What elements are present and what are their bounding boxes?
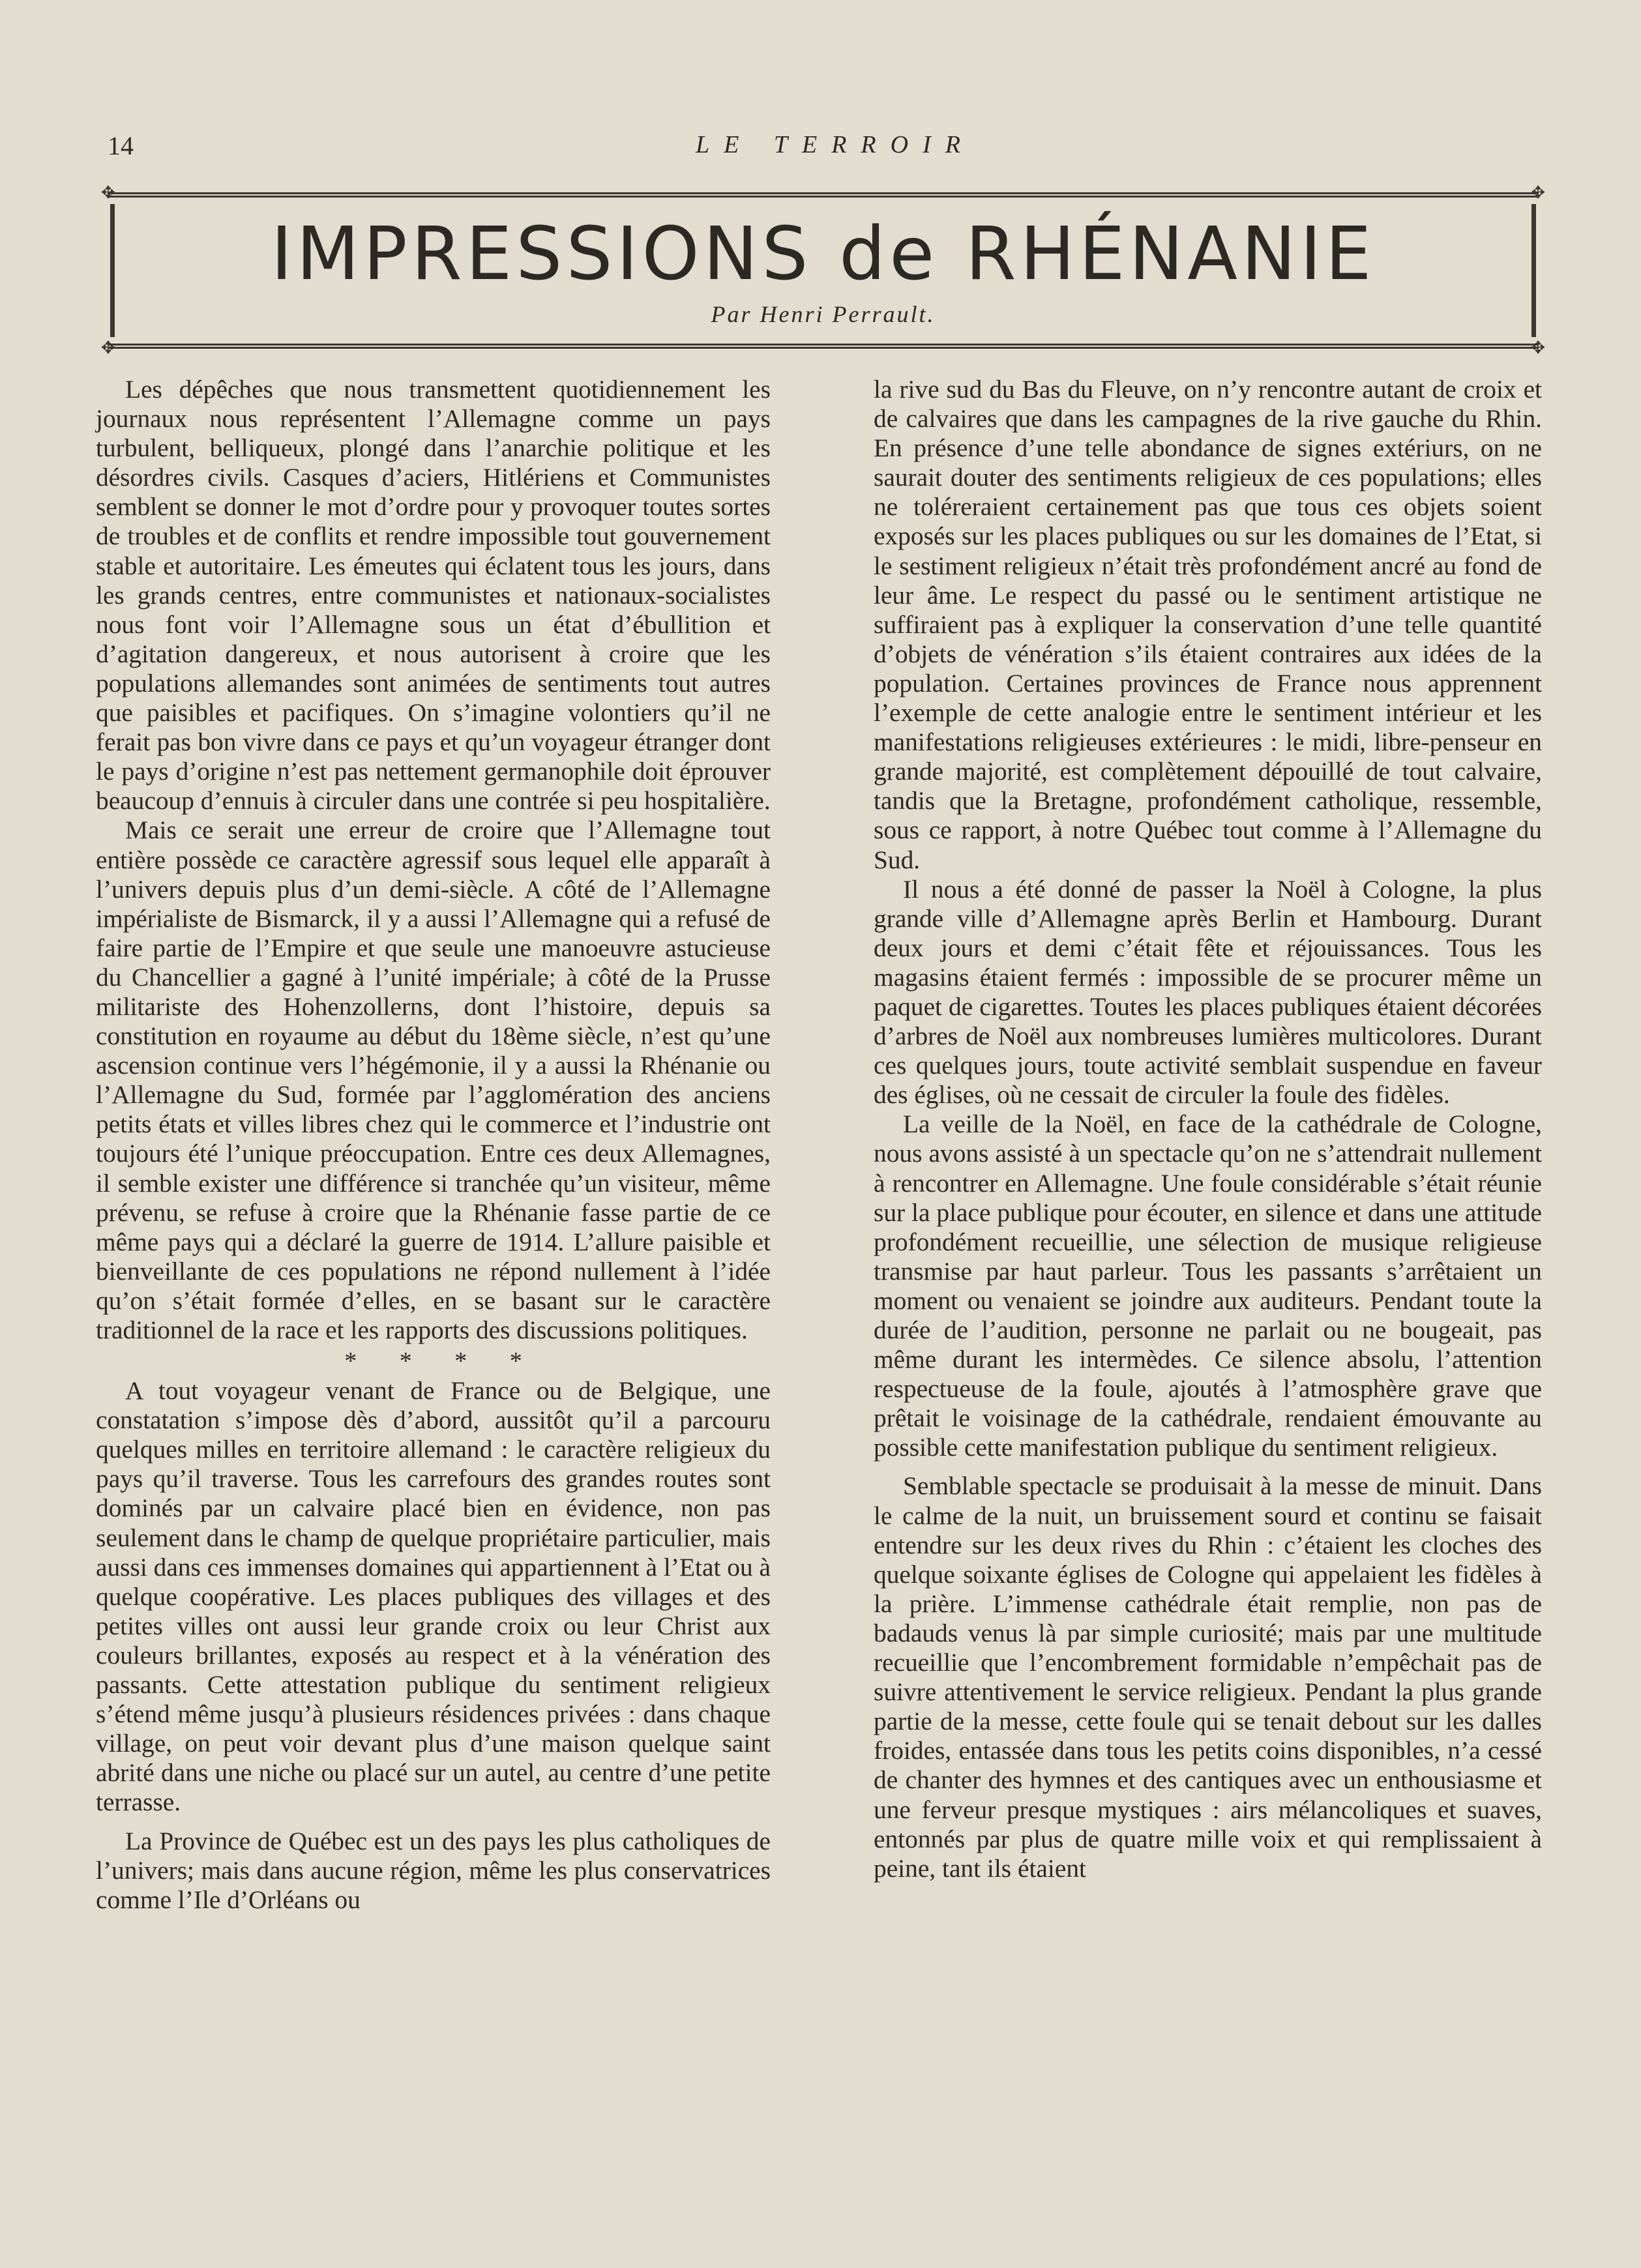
article-title: IMPRESSIONS de RHÉNANIE: [271, 212, 1376, 297]
title-frame: [101, 183, 1545, 357]
ornament-icon: ✥: [1531, 183, 1545, 202]
right-column: [874, 375, 1542, 1883]
paragraph: Les dépêches que nous transmettent quotidiennement les journaux nous représentent l’Allemagne comme un pays turbulent, belliqueux, plongé dans l’anarchie politique et les désordres civils. Casques d’aciers, Hitlériens et Communistes semblent se donner le mot d’ordre pour y provoquer toutes sortes de troubles et de conflits et rendre impossible tout gouvernement stable et autoritaire. Les émeutes qui éclatent tous les jours, dans les grands centres, entre communistes et nationaux-socialistes nous font voir l’Allemagne sous un état d’ébullition et d’agitation dangereux, et nous autorisent à croire que les populations allemandes sont animées de sentiments tout autres que paisibles et pacifiques. On s’imagine volontiers qu’il ne ferait pas bon vivre dans ce pays et qu’un voyageur étranger dont le pays d’origine n’est pas nettement germanophile doit éprouver beaucoup d’ennuis à circuler dans une contrée si peu hospitalière.: [96, 375, 771, 816]
page-number: 14: [108, 131, 134, 160]
page-header: [108, 130, 1548, 176]
paragraph: Il nous a été donné de passer la Noël à Cologne, la plus grande ville d’Allemagne après Berlin et Hambourg. Durant deux jours et demi c’était fête et réjouissances. Tous les magasins étaient fermés : impossible de se procurer même un paquet de cigarettes. Toutes les places publiques étaient décorées d’arbres de Noël aux nombreuses lumières multicolores. Durant ces quelques jours, toute activité semblait suspendue en faveur des églises, où ne cessait de circuler la foule des fidèles.: [874, 874, 1542, 1110]
article-byline: Par Henri Perrault.: [711, 301, 936, 327]
paragraph: la rive sud du Bas du Fleuve, on n’y rencontre autant de croix et de calvaires que dans les campagnes de la rive gauche du Rhin. En présence d’une telle abondance de signes extériurs, on ne saurait douter des sentiments religieux de ces populations; elles ne toléreraient certainement pas que tous ces objets soient exposés sur les places publiques ou sur les domaines de l’Etat, si le sestiment religieux n’était très profondément ancré au fond de leur âme. Le respect du passé ou le sentiment artistique ne suffiraient pas à expliquer la conservation d’une telle quantité d’objets de vénération s’ils étaient contraires aux idées de la population. Certaines provinces de France nous apprennent l’exemple de cette analogie entre le sentiment intérieur et les manifestations religieuses extérieures : le midi, libre-penseur en grande majorité, est complètement dépouillé de tout calvaire, tandis que la Bretagne, profondément catholique, ressemble, sous ce rapport, à notre Québec tout comme à l’Allemagne du Sud.: [874, 375, 1542, 874]
ornament-icon: ✥: [101, 183, 115, 202]
paragraph: Semblable spectacle se produisait à la messe de minuit. Dans le calme de la nuit, un bruissement sourd et continu se faisait entendre sur les deux rives du Rhin : c’étaient les cloches des quelque soixante églises de Cologne qui appelaient les fidèles à la prière. L’immense cathédrale était remplie, non pas de badauds venus là par simple curiosité; mais par une multitude recueillie que l’encombrement formidable n’empêchait pas de suivre attentivement le service religieux. Pendant la plus grande partie de la messe, cette foule qui se tenait debout sur les dalles froides, entassée dans tous les petits coins disponibles, n’a cessé de chanter des hymnes et des cantiques avec un enthousiasme et une ferveur presque mystiques : airs mélancoliques et suaves, entonnés par plus de quatre mille voix et qui remplissaient à peine, tant ils étaient: [874, 1471, 1542, 1883]
ornament-icon: ✥: [1531, 338, 1545, 357]
paragraph: A tout voyageur venant de France ou de Belgique, une constatation s’impose dès d’abord, aussitôt qu’il a parcouru quelques milles en territoire allemand : le caractère religieux du pays qu’il traverse. Tous les carrefours des grandes routes sont dominés par un calvaire placé bien en évidence, non pas seulement dans le champ de quelque propriétaire particulier, mais aussi dans ces immenses domaines qui appartiennent à l’Etat ou à quelque coopérative. Les places publiques des villages et des petites villes ont aussi leur grande croix ou leur Christ aux couleurs brillantes, exposés au respect et à la vénération des passants. Cette attestation publique du sentiment religieux s’étend même jusqu’à plusieurs résidences privées : dans chaque village, on peut voir devant plus d’une maison quelque saint abrité dans une niche ou placé sur un autel, au centre d’une petite terrasse.: [96, 1376, 771, 1817]
left-column: [96, 375, 771, 1915]
paragraph: La veille de la Noël, en face de la cathédrale de Cologne, nous avons assisté à un spectacle qu’on ne s’attendrait nullement à rencontrer en Allemagne. Une foule considérable s’était réunie sur la place publique pour écouter, en silence et dans une attitude profondément recueillie, une sélection de musique religieuse transmise par haut parleur. Tous les passants s’arrêtaient un moment ou venaient se joindre aux auditeurs. Pendant toute la durée de l’audition, personne ne parlait ou ne bougeait, pas même durant les intermèdes. Ce silence absolu, l’attention respectueuse de la foule, ajoutés à l’atmosphère grave que prêtait le voisinage de la cathédrale, rendaient émouvante au possible cette manifestation publique du sentiment religieux.: [874, 1110, 1542, 1462]
running-title: LE TERROIR: [696, 131, 975, 158]
paragraph: Mais ce serait une erreur de croire que l’Allemagne tout entière possède ce caractère agressif sous lequel elle apparaît à l’univers depuis plus d’un demi-siècle. A côté de l’Allemagne impérialiste de Bismarck, il y a aussi l’Allemagne qui a refusé de faire partie de l’Empire et que seule une manoeuvre astucieuse du Chancellier a gagné à l’unité impériale; à côté de la Prusse militariste des Hohenzollerns, dont l’histoire, depuis sa constitution en royaume au début du 18ème siècle, n’est qu’une ascension continue vers l’hégémonie, il y a aussi la Rhénanie ou l’Allemagne du Sud, formée par l’agglomération des anciens petits états et villes libres chez qui le commerce et l’industrie ont toujours été l’unique préoccupation. Entre ces deux Allemagnes, il semble exister une différence si tranchée qu’un visiteur, même prévenu, se refuse à croire que la Rhénanie fasse partie de ce même pays qui a déclaré la guerre de 1914. L’allure paisible et bienveillante de ces populations ne répond nullement à l’idée qu’on s’était formée d’elles, en se basant sur le caractère traditionnel de la race et les rapports des discussions politiques.: [96, 816, 771, 1344]
section-separator: * * * *: [344, 1348, 540, 1376]
paragraph: La Province de Québec est un des pays les plus catholiques de l’univers; mais dans aucune région, même les plus conservatrices comme l’Ile d’Orléans ou: [96, 1826, 771, 1914]
ornament-icon: ✥: [101, 338, 115, 357]
